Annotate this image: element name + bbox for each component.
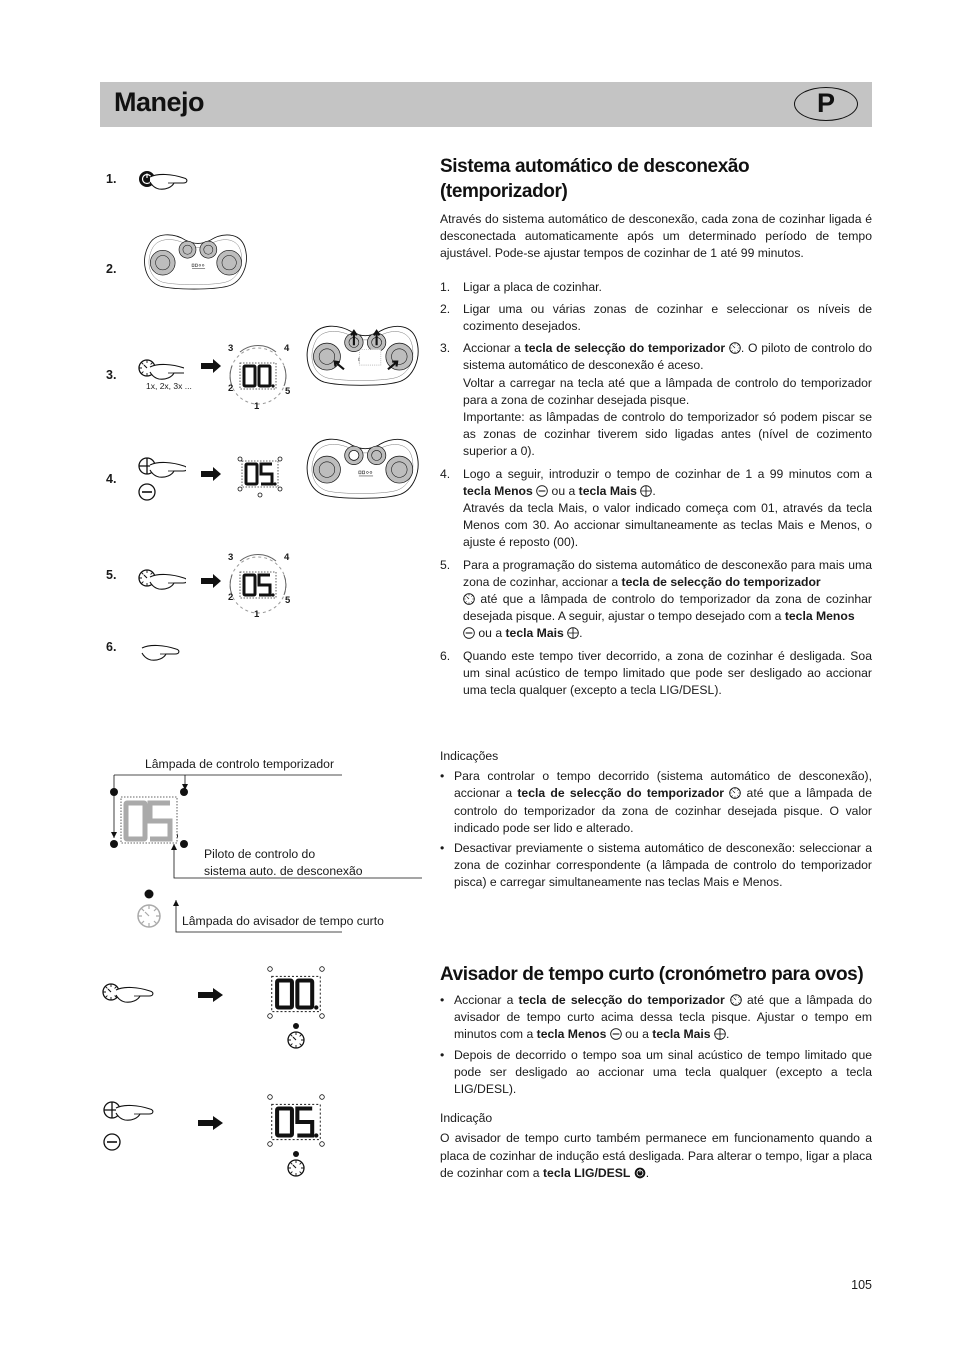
section-title: Avisador de tempo curto (cronómetro para ovos): [440, 964, 864, 985]
egg-timer-display-05: [262, 1092, 330, 1182]
dial-number-2: 2: [228, 592, 234, 603]
timer-key-icon: [729, 787, 741, 799]
list-item: [440, 648, 872, 700]
step-text: .: [652, 483, 656, 498]
dial-number-4: 4: [284, 552, 290, 563]
section-title-line1: Sistema automático de desconexão: [440, 156, 750, 177]
notes-title: Indicações: [440, 749, 499, 763]
key-name: tecla de selecção do temporizador: [517, 786, 725, 801]
bullet-text: ou a: [621, 1027, 653, 1042]
list-item: [440, 840, 872, 892]
step-num: 1.: [440, 279, 451, 294]
key-name: tecla Menos: [536, 1027, 607, 1042]
bullet-text: .: [725, 1027, 730, 1042]
key-name: tecla de selecção do temporizador: [524, 341, 726, 356]
page-title: Manejo: [114, 87, 205, 117]
step-num: 4.: [440, 466, 451, 481]
legend-auto-off-pilot-line1: Piloto de controlo do: [204, 847, 316, 861]
dial-number-1: 1: [254, 401, 260, 412]
note-text: até que a lâmpada de controlo do temporizador da zona de cozinhar desejada pisque. O valor indicado pode ser lido e alterado.: [454, 786, 872, 835]
list-item: [440, 301, 872, 335]
dial-number-1: 1: [254, 609, 260, 620]
step-text: Ligar uma ou várias zonas de cozinhar e seleccionar os níveis de cozimento desejados.: [463, 301, 872, 334]
step-number-4: 4.: [106, 472, 117, 486]
dial-number-4: 4: [284, 343, 290, 354]
step-text: Através da tecla Mais, o valor indicado começa com 01, através da tecla Menos com 30. Ao accionar simultaneamente as teclas Mais e Menos, o ajuste é reposto (00).: [463, 501, 872, 550]
step-text: Logo a seguir, introduzir o tempo de cozinhar de 1 a 99 minutos com a: [463, 466, 872, 481]
timer-key-icon: [136, 566, 186, 592]
arrow-right-icon: [198, 986, 228, 1004]
step-text: .: [579, 626, 583, 641]
intro-paragraph: Através do sistema automático de desconexão, cada zona de cozinhar ligada é desconectada automaticamente após um determinado período de tempo ajustável. Pode-se ajustar tempos de cozinhar de 1 até 99 minutos.: [440, 212, 872, 261]
list-item: [440, 340, 872, 460]
legend-short-timer-lamp: Lâmpada do avisador de tempo curto: [182, 914, 384, 928]
step-text: Quando este tempo tiver decorrido, a zona de cozinhar é desligada. Soa um sinal acústico de tempo limitado que pode ser desligado ao accionar uma tecla qualquer (excepto a tecla LIG/DESL).: [463, 648, 872, 698]
hob-panel-icon: [138, 232, 250, 296]
key-name: tecla de selecção do temporizador: [621, 574, 821, 589]
plus-key-icon: [714, 1028, 726, 1040]
minus-key-icon: [139, 484, 155, 500]
key-name: tecla Menos: [463, 483, 533, 498]
arrow-right-icon: [201, 573, 223, 589]
timer-key-icon: [729, 342, 741, 354]
step-text: Importante: as lâmpadas de controlo do temporizador só podem piscar se as zonas de cozinhar tiverem sido ligadas antes (nível de cozimento superior a 0).: [463, 410, 872, 459]
key-name: tecla Menos: [784, 609, 855, 624]
steps-list: [440, 279, 872, 700]
timer-key-icon: [100, 978, 160, 1008]
minus-key-icon: [463, 627, 475, 639]
arrow-right-icon: [198, 1114, 228, 1132]
power-key-icon: [130, 165, 190, 195]
language-badge: P: [794, 87, 858, 121]
section-egg-timer: [440, 962, 872, 1182]
dial-number-3: 3: [228, 343, 234, 354]
timer-key-icon: [730, 994, 742, 1006]
step-text: ou a: [548, 483, 579, 498]
note-text: O avisador de tempo curto também permanece em funcionamento quando a placa de cozinhar de indução está desligada. Para alterar o tempo, ligar a placa de cozinhar com a: [440, 1131, 872, 1180]
note-text: Desactivar previamente o sistema automático de desconexão: seleccionar a zona de cozinhar correspondente (a lâmpada de controlo do temporizador pisca) e carregar simultaneamente nas teclas Mais e Menos.: [454, 841, 872, 890]
hob-panel-icon: [300, 432, 422, 510]
step-text: . O piloto de controlo do sistema automático de desconexão é aceso.: [463, 341, 872, 373]
step-num: 6.: [440, 648, 451, 663]
list-item: [440, 466, 872, 552]
page-header: [100, 82, 872, 127]
bullet-text: até que a lâmpada do avisador de tempo curto acima dessa tecla pisque. Ajustar o tempo em minutos com a: [454, 993, 873, 1042]
notes-section: [440, 748, 872, 895]
page-number: 105: [851, 1278, 872, 1292]
legend-timer-lamp: Lâmpada de controlo temporizador: [145, 757, 335, 771]
note-text: .: [645, 1165, 650, 1180]
key-name: tecla Mais: [652, 1027, 711, 1042]
step-text: Accionar a: [463, 341, 525, 356]
bullet-text: Depois de decorrido o tempo soa um sinal acústico de tempo limitado que pode ser desligado ao accionar uma tecla qualquer (excepto a tecla LIG/DESL).: [454, 1047, 872, 1097]
timer-key-icon: [136, 356, 184, 382]
dial-number-5: 5: [285, 386, 291, 397]
step-num: 2.: [440, 301, 451, 316]
dial-number-3: 3: [228, 552, 234, 563]
plus-key-icon: [640, 485, 652, 497]
minus-key-icon: [536, 485, 548, 497]
dial-number-5: 5: [285, 595, 291, 606]
key-name: tecla de selecção do temporizador: [518, 993, 725, 1007]
note-text: Para controlar o tempo decorrido (sistema automático de desconexão), accionar a: [454, 769, 872, 801]
step-number-6: 6.: [106, 640, 117, 654]
timer-display-05: [232, 450, 288, 498]
key-name: tecla Mais: [578, 483, 637, 498]
step-text: Voltar a carregar na tecla até que a lâmpada de controlo do temporizador para a zona de cozinhar desejada pisque.: [463, 375, 872, 407]
step-text: Ligar a placa de cozinhar.: [463, 279, 602, 294]
minus-key-icon: [610, 1028, 622, 1040]
egg-timer-display-00: [262, 964, 330, 1054]
press-count-label: 1x, 2x, 3x ...: [146, 381, 192, 391]
bullet-text: Accionar a: [454, 993, 519, 1007]
timer-key-icon: [463, 593, 475, 605]
step-text: Para a programação do sistema automático de desconexão para mais uma zona de cozinhar, accionar a: [463, 557, 872, 589]
plus-minus-keys: [100, 1098, 160, 1156]
step-number-5: 5.: [106, 568, 117, 582]
section-title: [440, 154, 872, 204]
step-number-1: 1.: [106, 172, 117, 186]
dial-number-2: 2: [228, 383, 234, 394]
egg-timer-list: [440, 992, 872, 1098]
list-item: [440, 279, 872, 296]
key-name: tecla Mais: [505, 626, 564, 641]
step-num: 5.: [440, 557, 451, 572]
list-item: [440, 1047, 872, 1099]
note-paragraph: [440, 1130, 872, 1182]
section-auto-shutoff: [440, 154, 872, 704]
step-text: ou a: [475, 626, 506, 641]
step-number-2: 2.: [106, 262, 117, 276]
step-number-3: 3.: [106, 368, 117, 382]
list-item: [440, 768, 872, 837]
power-key-icon: [634, 1167, 646, 1179]
hob-panel-icon: [300, 316, 422, 400]
step-num: 3.: [440, 341, 451, 356]
step-text: até que a lâmpada de controlo do temporizador da zona de cozinhar desejada pisque. A seguir, ajustar o tempo desejado com a: [463, 592, 872, 624]
notes-list: [440, 768, 872, 891]
legend-auto-off-pilot-line2: sistema auto. de desconexão: [204, 864, 363, 878]
plus-key-icon: [567, 627, 579, 639]
list-item: [440, 557, 872, 643]
plus-minus-keys: [136, 456, 186, 504]
section-title-line2: (temporizador): [440, 181, 568, 202]
arrow-right-icon: [201, 358, 223, 374]
list-item: [440, 992, 872, 1044]
arrow-right-icon: [201, 466, 223, 482]
finger-press-icon: [136, 636, 186, 670]
key-name: tecla LIG/DESL: [542, 1165, 631, 1180]
note-title: Indicação: [440, 1111, 493, 1126]
